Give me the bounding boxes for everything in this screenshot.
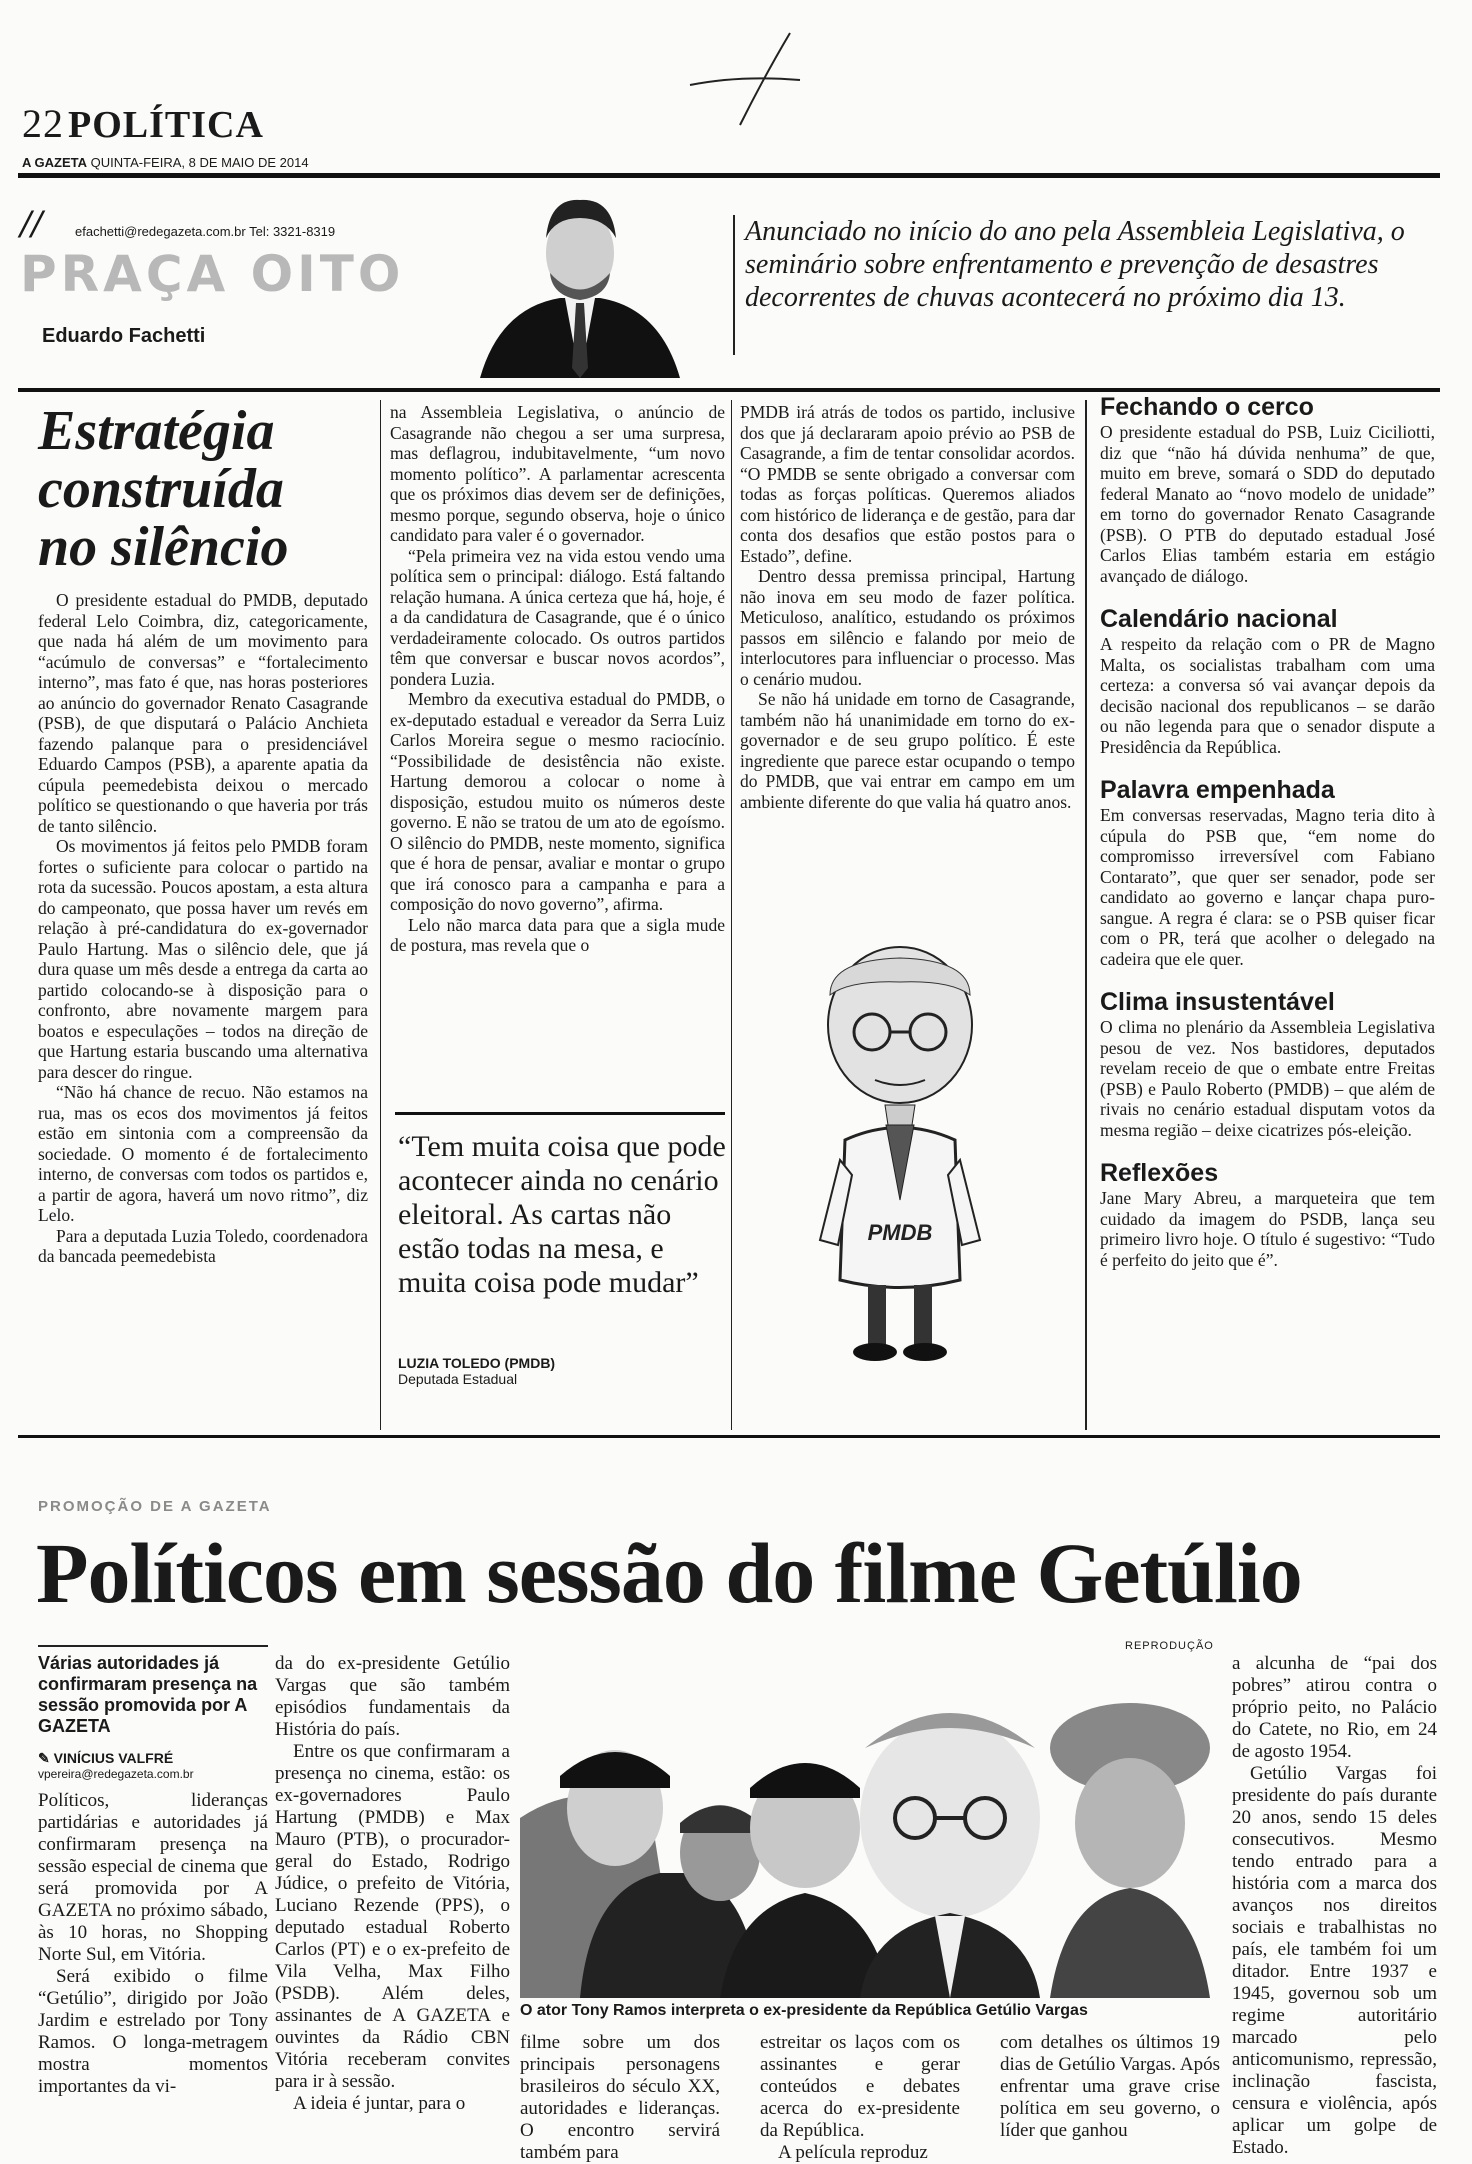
article-col6	[1232, 1653, 1437, 2159]
article-col2	[275, 1653, 510, 2115]
pull-attribution	[398, 1355, 718, 1387]
pull-rule	[395, 1112, 725, 1115]
section-title: POLÍTICA	[68, 104, 264, 146]
header-rule	[18, 173, 1440, 178]
sidebar-heading: Clima insustentável	[1100, 988, 1335, 1016]
paragraph: “Pela primeira vez na vida estou vendo uma política sem o principal: diálogo. Está faltando relação humana. A única certeza que há, hoje, é a da candidatura de Casagrande, que é o único verdadeiramente colocado. Os outros partidos têm que conversar e buscar novos acordos”, pondera Luzia.	[390, 545, 725, 689]
page-header	[22, 100, 264, 147]
sidebar-heading: Calendário nacional	[1100, 605, 1338, 633]
sidebar-text: Em conversas reservadas, Magno teria dito à cúpula do PSB que, “em nome do compromisso irreversível com Fabiano Contarato”, que quer ser senador, pode ser candidato ao governo e lançar chapa puro-sangue. A regra é clara: se o PSB quiser ficar com o PR, terá que acolher o delegado na cadeira que ele quer.	[1100, 805, 1435, 969]
page-number: 22	[22, 101, 64, 146]
cartoon-illustration	[790, 940, 1010, 1380]
paragraph: da do ex-presidente Getúlio Vargas que são também episódios fundamentais da História do país.	[275, 1653, 510, 1740]
article-col5: com detalhes os últimos 19 dias de Getúlio Vargas. Após enfrentar uma grave crise política em seu governo, o líder que ganhou	[1000, 2032, 1220, 2141]
paragraph: na Assembleia Legislativa, o anúncio de Casagrande não chegou a ser uma surpresa, mas deflagrou, indubitavelmente, “um novo momento político”. A parlamentar acrescenta que os próximos dias devem ser de definições, mesmo porque, segundo observa, hoje o único candidato para valer é o governador.	[390, 402, 725, 545]
column-lead: Anunciado no início do ano pela Assembleia Legislativa, o seminário sobre enfrentamento e prevenção de desastres decorrentes de chuvas acontecerá no próximo dia 13.	[745, 216, 1405, 313]
sidebar-heading: Fechando o cerco	[1100, 393, 1314, 421]
photo-credit: REPRODUÇÃO	[1125, 1640, 1214, 1652]
deck-rule	[38, 1645, 268, 1647]
photo-caption: O ator Tony Ramos interpreta o ex-presidente da República Getúlio Vargas	[520, 2002, 1088, 2019]
paragraph: Entre os que confirmaram a presença no cinema, estão: os ex-governadores Paulo Hartung (PMDB) e Max Mauro (PTB), o procurador-geral do Estado, Rodrigo Júdice, o prefeito de Vitória, Luciano Rezende (PPS), o deputado estadual Roberto Carlos (PT) e o ex-prefeito de Vila Velha, Max Filho (PSDB). Além deles, assinantes de A GAZETA e ouvintes da Rádio CBN Vitória receberam convites para ir à sessão.	[275, 1741, 510, 2092]
sidebar-text: A respeito da relação com o PR de Magno Malta, os socialistas trabalham com uma certeza: a conversa só vai avançar depois da decisão nacional dos republicanos – se darão ou não legenda para que o senador dispute a Presidência da República.	[1100, 634, 1435, 757]
pull-name: LUZIA TOLEDO (PMDB)	[398, 1355, 556, 1371]
sidebar-divider	[1085, 400, 1087, 1430]
story-col3	[740, 402, 1075, 812]
section-rule	[18, 1435, 1440, 1438]
sidebar-text: O presidente estadual do PSB, Luiz Ciciliotti, diz que “não há dúvida nenhuma” de que, muito em breve, somará o SDD do deputado federal Manato ao “novo modelo de unidade” em torno do governador Renato Casagrande (PSB). O PTB do deputado estadual José Carlos Elias também estaria em estágio avançado de diálogo.	[1100, 422, 1435, 586]
paragraph: estreitar os laços com os assinantes e gerar conteúdos e debates acerca do ex-presidente da República.	[760, 2032, 960, 2141]
author-photo	[440, 178, 720, 378]
slash-icon: //	[20, 201, 43, 246]
paragraph: Lelo não marca data para que a sigla mude de postura, mas revela que o	[390, 914, 725, 955]
pull-quote: “Tem muita coisa que pode acontecer ainda no cenário eleitoral. As cartas não estão todas na mesa, e muita coisa pode mudar”	[398, 1130, 726, 1299]
column-name: PRAÇA OITO	[20, 245, 405, 303]
pull-role: Deputada Estadual	[398, 1371, 518, 1387]
paragraph: “Não há chance de recuo. Não estamos na rua, mas os ecos dos movimentos já feitos estão em sintonia com a compreensão da sociedade. O momento é de fortalecimento interno, de conversas com todos os partidos e, a partir de agora, haverá um novo ritmo”, diz Lelo.	[38, 1082, 368, 1225]
promo-label: PROMOÇÃO DE A GAZETA	[38, 1498, 272, 1515]
article-headline: Políticos em sessão do filme Getúlio	[36, 1525, 1302, 1621]
column-author: Eduardo Fachetti	[42, 325, 206, 347]
byline-email: vpereira@redegazeta.com.br	[38, 1767, 194, 1781]
article-col1	[38, 1790, 268, 2098]
paragraph: Dentro dessa premissa principal, Hartung não inova em seu modo de fazer política. Meticuloso, analítico, estudando os próximos passos em silêncio e falando por meio de interlocutores para influenciar o processo. Mas o cenário mudou.	[740, 566, 1075, 689]
pen-icon: ✎	[38, 1750, 54, 1766]
paragraph: Se não há unidade em torno de Casagrande, também não há unanimidade em torno do ex-governador e de seu grupo político. É este ingrediente que parece estar ocupando o tempo do PMDB, que vai entrar em campo em um ambiente diferente do que valia há quatro anos.	[740, 689, 1075, 812]
pen-mark	[680, 25, 810, 135]
col-divider	[731, 400, 732, 1430]
paragraph: Para a deputada Luzia Toledo, coordenadora da bancada peemedebista	[38, 1225, 368, 1266]
col-divider	[380, 400, 381, 1430]
paragraph: Getúlio Vargas foi presidente do país durante 20 anos, sendo 15 deles consecutivos. Mesmo tendo entrado para a história com a marca dos avanços nos direitos sociais e trabalhistas no país, ele também foi um ditador. Entre 1937 e 1945, governou sob um regime autoritário marcado pelo anticomunismo, repressão, inclinação fascista, censura e violência, após aplicar um golpe de Estado.	[1232, 1763, 1437, 2158]
byline	[38, 1750, 268, 1781]
sidebar-text: Jane Mary Abreu, a marqueteira que tem cuidado da imagem do PSDB, lança seu primeiro livro hoje. O título é sugestivo: “Tudo é perfeito do jeito que é”.	[1100, 1188, 1435, 1270]
story-col1	[38, 590, 368, 1267]
column-contact: efachetti@redegazeta.com.br Tel: 3321-8319	[75, 224, 336, 239]
paragraph: Membro da executiva estadual do PMDB, o ex-deputado estadual e vereador da Serra Luiz Carlos Moreira segue o mesmo raciocínio. “Possibilidade de desistência não existe. Hartung demorou a colocar o nome à disposição, estudou muito os números deste governo. E não se tratou de um ato de egoísmo. O silêncio do PMDB, neste momento, significa que é hora de pensar, avaliar e montar o grupo que irá conosco para a campanha e para a composição do novo governo”, afirma.	[390, 689, 725, 914]
sidebar-text: O clima no plenário da Assembleia Legislativa pesou de vez. Nos bastidores, deputados revelam receio de que o embate entre Freitas (PSB) e Paulo Roberto (PMDB) – que além de rivais no cenário estadual disputam votos da mesma região – deixe cicatrizes pós-eleição.	[1100, 1017, 1435, 1140]
dateline	[22, 155, 309, 170]
sidebar-heading: Reflexões	[1100, 1159, 1219, 1187]
article-photo	[520, 1658, 1220, 1998]
byline-name: VINÍCIUS VALFRÉ	[53, 1750, 174, 1766]
sidebar-heading: Palavra empenhada	[1100, 776, 1335, 804]
paragraph: a alcunha de “pai dos pobres” atirou contra o próprio peito, no Palácio do Catete, no Rio, em 24 de agosto 1954.	[1232, 1653, 1437, 1762]
newspaper-name: A GAZETA	[22, 155, 87, 170]
story-col2	[390, 402, 725, 956]
article-col4	[760, 2032, 960, 2164]
lead-divider	[733, 215, 735, 355]
sidebar	[1100, 392, 1435, 1270]
paragraph: PMDB irá atrás de todos os partido, inclusive dos que já declararam apoio prévio ao PSB de Casagrande, a fim de tentar consolidar acordos. “O PMDB se sente obrigado a conversar com todas as forças políticas. Queremos aliados com histórico de liderança e de gestão, para dar conta dos desafios que estão postos para o Estado”, define.	[740, 402, 1075, 566]
paragraph: Será exibido o filme “Getúlio”, dirigido por João Jardim e estrelado por Tony Ramos. O longa-metragem mostra momentos importantes da vi-	[38, 1966, 268, 2097]
story-headline: Estratégia construída no silêncio	[38, 400, 289, 578]
article-col3: filme sobre um dos principais personagens brasileiros do século XX, autoridades e lideranças. O encontro servirá também para	[520, 2032, 720, 2163]
paragraph: A ideia é juntar, para o	[293, 2093, 466, 2114]
paragraph: Os movimentos já feitos pelo PMDB foram fortes o suficiente para colocar o partido na rota da sucessão. Poucos apostam, a esta altura do campeonato, que possa haver um revés em relação à pré-candidatura do ex-governador Paulo Hartung. Mas o silêncio dele, que já dura quase um mês desde a entrega da carta ao partido colocando-se à disposição para o confronto, abre novamente margem para boatos e especulações – todos na direção de que Hartung estaria buscando uma alternativa para descer do ringue.	[38, 836, 368, 1082]
article-deck: Várias autoridades já confirmaram presença na sessão promovida por A GAZETA	[38, 1653, 258, 1736]
date: QUINTA-FEIRA, 8 DE MAIO DE 2014	[90, 155, 309, 170]
paragraph: O presidente estadual do PMDB, deputado federal Lelo Coimbra, diz, categoricamente, que nada há além de um movimento para “acúmulo de conversas” e “fortalecimento interno”, mas fato é que, nas horas posteriores ao anúncio do governador Renato Casagrande (PSB), de que disputará o Palácio Anchieta fazendo palanque para o presidenciável Eduardo Campos (PSB), a aparente apatia da cúpula peemedebista deixou o mercado político se questionando o que haveria por trás de tanto silêncio.	[38, 590, 368, 836]
paragraph: Políticos, lideranças partidárias e autoridades já confirmaram presença na sessão especial de cinema que será promovida por A GAZETA no próximo sábado, às 10 horas, no Shopping Norte Sul, em Vitória.	[38, 1790, 268, 1965]
paragraph: A película reproduz	[778, 2142, 928, 2163]
cartoon-label: PMDB	[867, 1220, 933, 1245]
